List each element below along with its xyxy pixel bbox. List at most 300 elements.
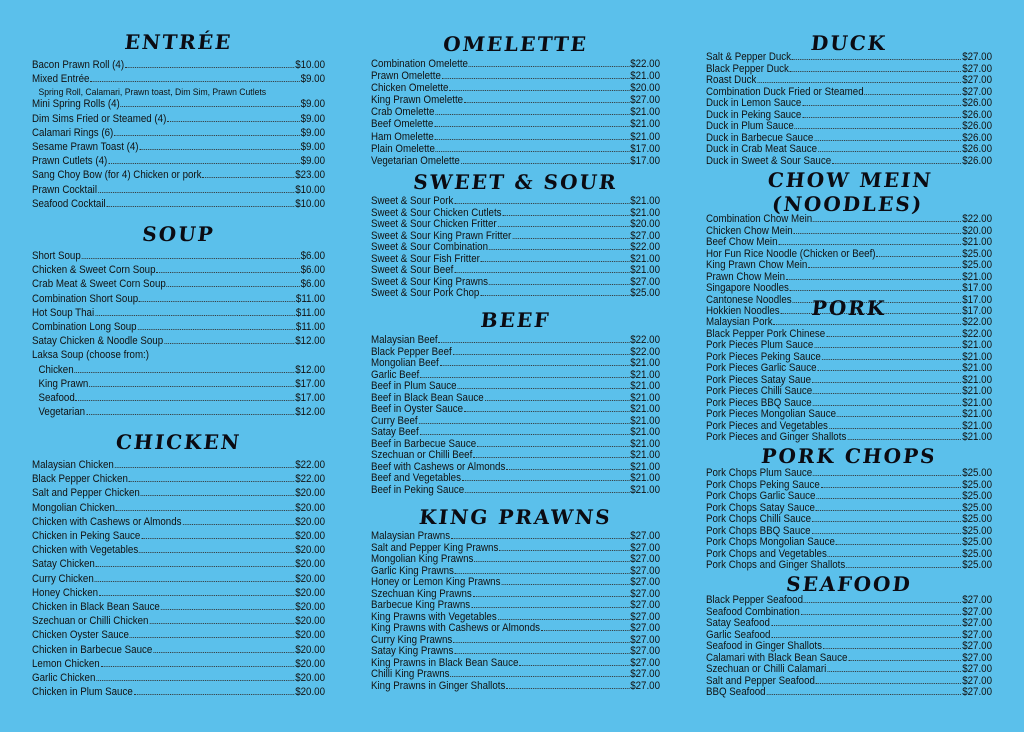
dot-leader	[823, 648, 961, 649]
menu-item-price: $20.00	[295, 629, 326, 642]
menu-item-price: $27.00	[630, 94, 661, 107]
menu-item-price: $17.00	[295, 392, 326, 405]
menu-item-price: $27.00	[962, 62, 993, 75]
menu-item-name: Mongolian Chicken	[32, 501, 115, 514]
menu-item-price: $27.00	[630, 633, 661, 646]
menu-item-price: $12.00	[295, 335, 326, 348]
menu-item-name: Chicken Omelette	[371, 82, 449, 95]
menu-item-price: $20.00	[295, 601, 326, 614]
pork-chops-list	[706, 468, 992, 572]
menu-item-name: Garlic Seafood	[706, 628, 771, 641]
dot-leader	[121, 106, 300, 107]
menu-item-price: $12.00	[295, 363, 326, 376]
dot-leader	[465, 492, 629, 493]
menu-item-price: $27.00	[630, 541, 661, 554]
dot-leader	[149, 623, 294, 624]
menu-item-price: $11.00	[295, 321, 326, 334]
dot-leader	[473, 596, 630, 597]
menu-item	[32, 671, 325, 685]
dot-leader	[846, 567, 961, 568]
menu-item-name: Sesame Prawn Toast (4)	[32, 141, 139, 154]
menu-item-price: $27.00	[962, 617, 993, 629]
dot-leader	[108, 163, 299, 164]
soup-list	[32, 249, 325, 348]
menu-item-name: Satay Seafood	[706, 617, 770, 629]
menu-item-price: $21.00	[630, 252, 661, 265]
menu-item	[32, 515, 325, 529]
menu-item-name: Chicken with Vegetables	[32, 544, 139, 557]
menu-item-name: Pork Pieces BBQ Sauce	[706, 396, 812, 409]
menu-item	[32, 377, 325, 391]
dot-leader	[795, 128, 962, 129]
menu-item-name: Duck in Sweet & Sour Sauce	[706, 154, 832, 167]
dot-leader	[808, 267, 961, 268]
menu-item	[32, 168, 325, 182]
menu-item-name: Duck in Peking Sauce	[706, 108, 802, 121]
menu-item-name: Dim Sims Fried or Steamed (4)	[32, 112, 167, 125]
laksa-label: Laksa Soup (choose from:)	[32, 349, 150, 362]
dot-leader	[812, 382, 961, 383]
menu-item	[32, 154, 325, 168]
dot-leader	[454, 272, 629, 273]
sweet-sour-list	[371, 196, 660, 300]
dot-leader	[453, 354, 630, 355]
dot-leader	[96, 566, 295, 567]
menu-item-name: Roast Duck	[706, 74, 757, 86]
menu-item	[32, 458, 325, 472]
menu-item-name: Seafood Combination	[706, 605, 800, 618]
menu-item-price: $25.00	[962, 490, 993, 502]
section-beef	[371, 308, 660, 496]
dot-leader	[75, 372, 295, 373]
dot-leader	[829, 428, 961, 429]
menu-item-name: Combination Short Soup	[32, 292, 139, 305]
menu-item	[32, 501, 325, 515]
menu-item-price: $21.00	[630, 437, 661, 450]
menu-item-name: Pork Pieces Garlic Sauce	[706, 362, 817, 374]
menu-item	[32, 391, 325, 405]
menu-item	[706, 156, 992, 168]
menu-item	[32, 97, 325, 111]
menu-item-name: Duck in Lemon Sauce	[706, 97, 802, 109]
dot-leader	[458, 388, 630, 389]
dot-leader	[790, 290, 961, 291]
menu-item-name: Short Soup	[32, 250, 81, 262]
dot-leader	[771, 625, 961, 626]
menu-item-price: $20.00	[295, 530, 326, 543]
dot-leader	[464, 102, 629, 103]
menu-item-name: King Prawns with Cashews or Almonds	[371, 622, 541, 634]
menu-item-name: Chicken in Black Bean Sauce	[32, 601, 160, 614]
menu-item-price: $21.00	[962, 396, 993, 409]
menu-item-name: Duck in Plum Sauce	[706, 120, 794, 132]
menu-item-name: Mongolian King Prawns	[371, 553, 474, 565]
menu-item	[371, 58, 660, 70]
dot-leader	[469, 66, 629, 67]
menu-column-left	[32, 0, 325, 732]
menu-item-price: $21.00	[962, 362, 993, 374]
seafood-list	[706, 595, 992, 699]
menu-item	[371, 485, 660, 497]
menu-item-price: $20.00	[295, 643, 326, 656]
dot-leader	[506, 469, 629, 470]
menu-item-name: Vegetarian	[38, 406, 86, 419]
dot-leader	[813, 221, 961, 222]
menu-item-name: Black Pepper Duck	[706, 62, 789, 75]
dot-leader	[816, 510, 961, 511]
menu-item-name: Sweet & Sour Beef	[371, 264, 454, 276]
dot-leader	[828, 556, 962, 557]
menu-item-name: King Prawns in Ginger Shallots	[371, 679, 506, 692]
menu-item-price: $26.00	[962, 154, 993, 167]
menu-item-name: Pork Chops and Vegetables	[706, 547, 827, 560]
menu-item-price: $27.00	[962, 651, 993, 664]
dot-leader	[474, 561, 629, 562]
menu-item-price: $20.00	[295, 501, 326, 514]
menu-item-price: $27.00	[630, 553, 661, 565]
menu-item-name: Beef Chow Mein	[706, 236, 778, 248]
menu-item	[32, 320, 325, 334]
menu-item-price: $21.00	[630, 130, 661, 143]
menu-item-price: $26.00	[962, 143, 993, 155]
dot-leader	[76, 400, 295, 401]
menu-item-name: Seafood Cocktail	[32, 197, 106, 210]
menu-item-name: Malaysian Pork	[706, 316, 773, 328]
menu-item-price: $27.00	[630, 587, 661, 600]
menu-item-price: $20.00	[295, 586, 326, 599]
menu-item	[32, 292, 325, 306]
menu-item	[371, 155, 660, 167]
menu-item-name: Sweet & Sour Chicken Cutlets	[371, 206, 502, 219]
menu-item-price: $22.00	[630, 334, 661, 346]
menu-item	[32, 277, 325, 291]
menu-item-name: Chicken Oyster Sauce	[32, 629, 129, 642]
king-prawns-list	[371, 531, 660, 692]
menu-item-price: $25.00	[962, 467, 993, 479]
section-heading-omelette: OMELETTE	[442, 32, 589, 56]
menu-item-price: $27.00	[962, 628, 993, 641]
omelette-list	[371, 58, 660, 167]
menu-item-price: $22.00	[962, 327, 993, 340]
dot-leader	[89, 386, 294, 387]
menu-item-name: Beef in Black Bean Sauce	[371, 391, 484, 404]
menu-item-price: $27.00	[962, 605, 993, 618]
section-heading-pork: PORK	[810, 296, 888, 320]
dot-leader	[96, 680, 294, 681]
section-heading-beef: BEEF	[479, 308, 552, 332]
dot-leader	[141, 495, 295, 496]
menu-item-name: Chicken with Cashews or Almonds	[32, 515, 182, 528]
menu-item-name: Pork Chops Mongolian Sauce	[706, 536, 835, 548]
menu-item-name: Hokkien Noodles	[706, 305, 780, 317]
menu-item-name: Satay King Prawns	[371, 645, 454, 657]
menu-item-price: $9.00	[300, 126, 326, 139]
dot-leader	[818, 151, 961, 152]
dot-leader	[420, 377, 629, 378]
menu-item-name: Szechuan King Prawns	[371, 587, 472, 600]
menu-item-price: $11.00	[295, 292, 326, 305]
menu-item	[32, 263, 325, 277]
menu-item-name: Beef with Cashews or Almonds	[371, 460, 506, 473]
menu-item	[32, 685, 325, 699]
section-heading-duck: DUCK	[809, 31, 889, 55]
dot-leader	[153, 652, 294, 653]
dot-leader	[794, 233, 962, 234]
menu-item-price: $21.00	[962, 408, 993, 420]
menu-item-name: Beef and Vegetables	[371, 472, 461, 484]
menu-item-price: $25.00	[962, 559, 993, 571]
menu-item-price: $20.00	[295, 672, 326, 685]
menu-item-price: $21.00	[630, 483, 661, 496]
menu-item-name: Pork Chops Chilli Sauce	[706, 513, 812, 525]
menu-item	[32, 572, 325, 586]
menu-item-price: $27.00	[630, 610, 661, 623]
menu-item-name: Pork Chops and Ginger Shallots	[706, 559, 846, 571]
dot-leader	[826, 336, 961, 337]
menu-item-name: Curry Chicken	[32, 572, 94, 585]
section-entree	[32, 30, 325, 211]
menu-item-name: Calamari with Black Bean Sauce	[706, 651, 848, 664]
menu-item-price: $21.00	[962, 236, 993, 248]
menu-item-name: Sweet & Sour Pork	[371, 195, 454, 207]
menu-item-name: Honey or Lemon King Prawns	[371, 576, 501, 588]
dot-leader	[804, 602, 961, 603]
dot-leader	[164, 343, 294, 344]
menu-item	[706, 687, 992, 699]
menu-item-name: Pork Chops Plum Sauce	[706, 467, 813, 479]
menu-item-price: $27.00	[630, 275, 661, 288]
dot-leader	[790, 71, 961, 72]
menu-item-name: Malaysian Prawns	[371, 530, 451, 542]
menu-item-price: $23.00	[295, 169, 326, 182]
menu-item	[371, 143, 660, 155]
menu-item	[32, 405, 325, 419]
menu-item-name: Malaysian Chicken	[32, 459, 114, 471]
dot-leader	[792, 59, 961, 60]
section-heading-king-prawns: KING PRAWNS	[418, 505, 613, 529]
menu-item-price: $21.00	[630, 391, 661, 404]
menu-item-price: $17.00	[962, 293, 993, 306]
menu-item-price: $27.00	[630, 622, 661, 634]
menu-item-price: $21.00	[630, 368, 661, 381]
menu-item-price: $20.00	[295, 686, 326, 699]
menu-item-price: $21.00	[630, 414, 661, 427]
chicken-list	[32, 458, 325, 699]
dot-leader	[778, 244, 961, 245]
menu-item-price: $22.00	[630, 345, 661, 358]
menu-item-price: $21.00	[962, 431, 993, 443]
menu-item-price: $26.00	[962, 131, 993, 144]
menu-item-name: Satay Chicken	[32, 558, 95, 571]
menu-item-price: $20.00	[295, 558, 326, 571]
dot-leader	[455, 573, 629, 574]
menu-item-price: $25.00	[962, 478, 993, 491]
menu-item-name: Beef Omelette	[371, 118, 434, 131]
menu-item-name: Sweet & Sour King Prawn Fritter	[371, 229, 512, 242]
menu-item-name: Bacon Prawn Roll (4)	[32, 59, 125, 71]
menu-item-name: Salt and Pepper Seafood	[706, 674, 815, 687]
dot-leader	[502, 215, 629, 216]
dot-leader	[90, 81, 299, 82]
duck-list	[706, 52, 992, 167]
dot-leader	[498, 619, 630, 620]
menu-item	[32, 600, 325, 614]
menu-item	[371, 94, 660, 106]
menu-item-price: $9.00	[300, 98, 326, 111]
menu-item-name: Chilli King Prawns	[371, 668, 450, 680]
menu-item	[706, 560, 992, 572]
dot-leader	[813, 405, 962, 406]
menu-item-name: Pork Chops Peking Sauce	[706, 478, 820, 491]
dot-leader	[489, 249, 629, 250]
menu-item-name: Sweet & Sour Pork Chop	[371, 287, 480, 299]
menu-item-price: $9.00	[300, 155, 326, 168]
menu-item-price: $10.00	[295, 59, 326, 71]
menu-item-name: Beef in Peking Sauce	[371, 483, 465, 496]
dot-leader	[816, 683, 961, 684]
menu-item-price: $27.00	[962, 686, 993, 698]
menu-item-name: Sweet & Sour King Prawns	[371, 275, 489, 288]
menu-item-price: $21.00	[630, 472, 661, 484]
menu-item-price: $27.00	[962, 74, 993, 86]
dot-leader	[141, 538, 294, 539]
entree-list-b	[32, 97, 325, 211]
menu-item-name: Ham Omelette	[371, 130, 434, 143]
dot-leader	[125, 67, 294, 68]
menu-item-price: $25.00	[962, 547, 993, 560]
menu-item-price: $25.00	[962, 513, 993, 525]
menu-item-price: $27.00	[962, 594, 993, 606]
menu-item-price: $27.00	[630, 599, 661, 611]
menu-item-name: Prawn Cutlets (4)	[32, 155, 108, 168]
menu-item-name: Satay Beef	[371, 426, 419, 438]
menu-item-price: $10.00	[295, 183, 326, 196]
menu-item	[32, 126, 325, 140]
menu-item-name: Beef in Barbecue Sauce	[371, 437, 477, 450]
menu-item-name: Beef in Plum Sauce	[371, 380, 457, 392]
menu-item	[371, 82, 660, 94]
section-duck	[706, 31, 992, 167]
dot-leader	[129, 481, 294, 482]
dot-leader	[86, 414, 294, 415]
dot-leader	[812, 521, 961, 522]
menu-item-price: $6.00	[300, 250, 326, 262]
dot-leader	[817, 370, 961, 371]
menu-item-price: $20.00	[630, 82, 661, 95]
mixed-entree-note: Spring Roll, Calamari, Prawn toast, Dim Sim, Prawn Cutlets	[38, 86, 267, 98]
menu-item-price: $27.00	[962, 663, 993, 675]
menu-item	[32, 58, 325, 72]
dot-leader	[115, 467, 295, 468]
dot-leader	[435, 114, 629, 115]
menu-item	[32, 183, 325, 197]
menu-item-price: $20.00	[295, 515, 326, 528]
menu-item-price: $17.00	[962, 282, 993, 294]
dot-leader	[167, 121, 299, 122]
menu-item	[32, 643, 325, 657]
menu-item-price: $25.00	[630, 287, 661, 299]
menu-item-name: BBQ Seafood	[706, 686, 766, 698]
menu-item-name: Singapore Noodles	[706, 282, 789, 294]
menu-item-name: Combination Long Soup	[32, 321, 137, 334]
menu-item-name: Garlic Beef	[371, 368, 420, 381]
menu-item-name: King Prawns with Vegetables	[371, 610, 497, 623]
menu-item-price: $21.00	[630, 380, 661, 392]
dot-leader	[499, 550, 629, 551]
dot-leader	[434, 126, 629, 127]
dot-leader	[114, 135, 300, 136]
section-pork-chops	[706, 444, 992, 572]
menu-item-price: $27.00	[630, 530, 661, 542]
menu-item-price: $20.00	[962, 224, 993, 237]
menu-item-price: $12.00	[295, 406, 326, 419]
dot-leader	[442, 78, 629, 79]
section-heading-entree: ENTRÉE	[123, 30, 234, 54]
dot-leader	[814, 347, 961, 348]
dot-leader	[167, 286, 300, 287]
section-heading-seafood: SEAFOOD	[784, 572, 914, 596]
dot-leader	[771, 637, 961, 638]
menu-item-name: Calamari Rings (6)	[32, 126, 114, 139]
menu-item-price: $26.00	[962, 120, 993, 132]
menu-item	[32, 486, 325, 500]
menu-item-name: Chicken in Plum Sauce	[32, 686, 133, 699]
menu-item-price: $20.00	[295, 544, 326, 557]
dot-leader	[116, 510, 294, 511]
menu-item	[32, 657, 325, 671]
menu-item-price: $21.00	[962, 373, 993, 386]
dot-leader	[757, 82, 961, 83]
menu-item-name: Pork Pieces Satay Saue	[706, 373, 812, 386]
menu-item	[371, 106, 660, 118]
dot-leader	[98, 192, 294, 193]
section-sweet-sour	[371, 170, 660, 300]
dot-leader	[439, 342, 630, 343]
menu-item-price: $21.00	[962, 419, 993, 432]
dot-leader	[449, 90, 629, 91]
dot-leader	[498, 226, 630, 227]
dot-leader	[156, 272, 299, 273]
menu-item-price: $21.00	[630, 357, 661, 369]
dot-leader	[454, 653, 629, 654]
dot-leader	[161, 609, 294, 610]
menu-item-name: Barbecue King Prawns	[371, 599, 471, 611]
menu-item-name: Hot Soup Thai	[32, 306, 95, 319]
section-heading-pork-chops: PORK CHOPS	[760, 444, 938, 468]
menu-item-price: $26.00	[962, 108, 993, 121]
dot-leader	[435, 139, 630, 140]
menu-item-price: $20.00	[295, 615, 326, 628]
menu-item-price: $17.00	[630, 142, 661, 155]
menu-item-name: Hor Fun Rice Noodle (Chicken or Beef)	[706, 247, 876, 260]
menu-item-name: Pork Chops BBQ Sauce	[706, 524, 811, 537]
dot-leader	[816, 498, 961, 499]
menu-item-price: $17.00	[630, 154, 661, 167]
dot-leader	[774, 324, 962, 325]
menu-item	[32, 112, 325, 126]
menu-item-name: Pork Pieces Peking Sauce	[706, 350, 821, 363]
menu-item-price: $22.00	[962, 213, 993, 225]
menu-item-name: Black Pepper Beef	[371, 345, 452, 358]
menu-item-price: $21.00	[962, 339, 993, 351]
section-king-prawns	[371, 505, 660, 692]
menu-item-name: King Prawns in Black Bean Sauce	[371, 656, 519, 669]
menu-item	[32, 543, 325, 557]
menu-item-price: $20.00	[295, 572, 326, 585]
menu-item-price: $22.00	[962, 316, 993, 328]
menu-item-name: Chicken in Barbecue Sauce	[32, 643, 153, 656]
beef-list	[371, 335, 660, 496]
